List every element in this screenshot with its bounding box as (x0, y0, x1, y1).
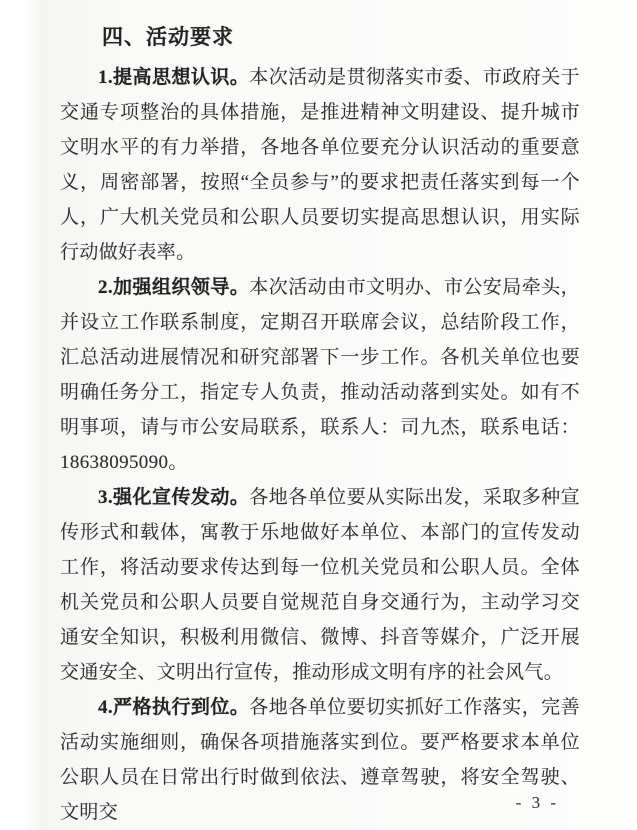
page-number: - 3 - (515, 793, 559, 812)
paragraph-1-body: 本次活动是贯彻落实市委、市政府关于交通专项整治的具体措施，是推进精神文明建设、提升城市文明水平的有力举措，各地各单位要充分认识活动的重要意义，周密部署，按照“全员参与”的要求把责任落实到每一个人，广大机关党员和公职人员要切实提高思想认识，用实际行动做好表率。 (60, 67, 580, 263)
paragraph-2-lead: 2.加强组织领导。 (98, 277, 250, 298)
paragraph-2 (60, 270, 580, 480)
paragraph-4 (60, 690, 580, 830)
paragraph-2-body: 本次活动由市文明办、市公安局牵头，并设立工作联系制度，定期召开联席会议，总结阶段工作，汇总活动进展情况和研究部署下一步工作。各机关单位也要明确任务分工，指定专人负责，推动活动落到实处。如有不明事项，请与市公安局联系，联系人：司九杰，联系电话：18638095090。 (60, 277, 580, 473)
paragraph-4-lead: 4.严格执行到位。 (98, 697, 250, 718)
paragraph-3-body: 各地各单位要从实际出发，采取多种宣传形式和载体，寓教于乐地做好本单位、本部门的宣传发动工作，将活动要求传达到每一位机关党员和公职人员。全体机关党员和公职人员要自觉规范自身交通行为，主动学习交通安全知识，积极利用微信、微博、抖音等媒介，广泛开展交通安全、文明出行宣传，推动形成文明有序的社会风气。 (60, 487, 580, 683)
section-heading: 四、活动要求 (102, 25, 234, 49)
paragraph-4-body: 各地各单位要切实抓好工作落实，完善活动实施细则，确保各项措施落实到位。要严格要求本单位公职人员在日常出行时做到依法、遵章驾驶，将安全驾驶、文明交 (60, 697, 580, 823)
paragraph-1-lead: 1.提高思想认识。 (98, 67, 250, 88)
paragraph-1 (60, 60, 580, 270)
paragraph-3-lead: 3.强化宣传发动。 (98, 487, 250, 508)
paragraph-3 (60, 480, 580, 690)
